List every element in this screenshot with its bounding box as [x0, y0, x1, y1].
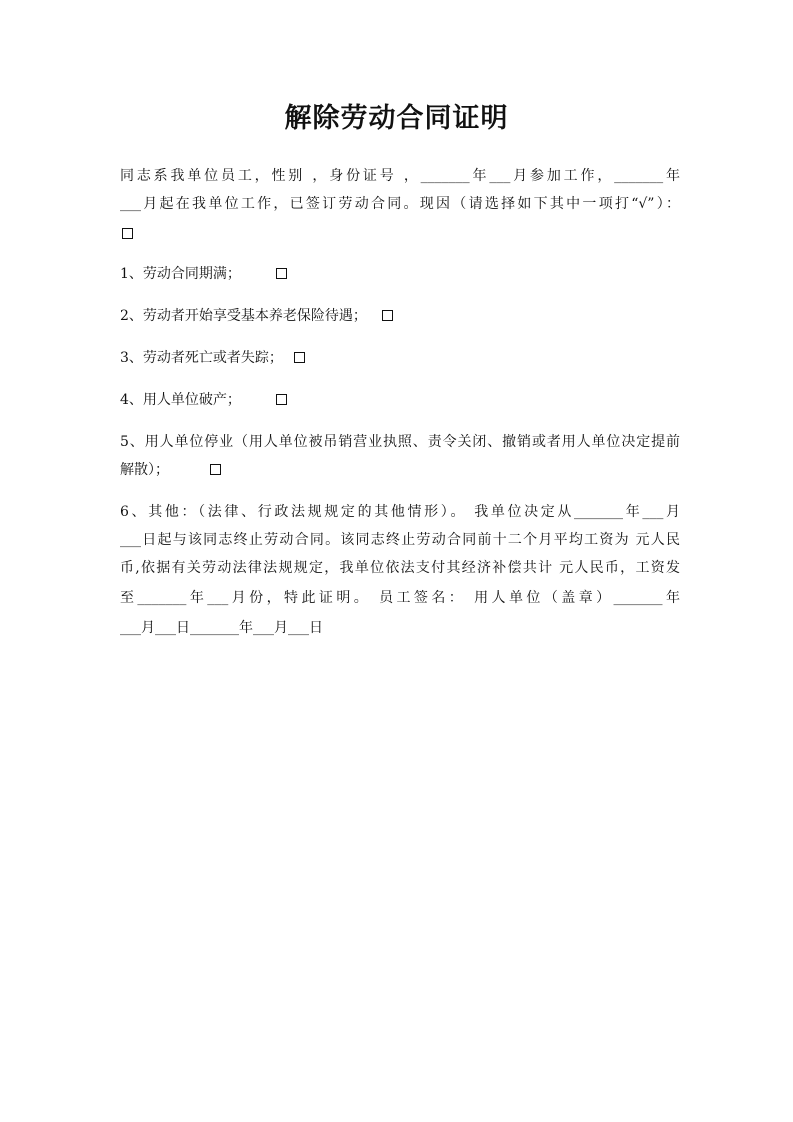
option-item-5-line-2 — [120, 460, 680, 480]
option-checkbox-5[interactable] — [210, 464, 221, 475]
option-checkbox-2[interactable] — [382, 310, 393, 321]
option-label-1: 1、劳动合同期满； — [120, 266, 241, 282]
other-line-2: ___日起与该同志终止劳动合同。该同志终止劳动合同前十二个月平均工资为 元人民 — [120, 532, 680, 548]
other-line-4: 至_______年___月份，特此证明。 员工签名： 用人单位（盖章）_______年 — [120, 590, 680, 606]
intro-line-1: 同志系我单位员工，性别 ，身份证号 ，_______年___月参加工作，_______年 — [120, 168, 680, 184]
other-line-1: 6、其他：（法律、行政法规规定的其他情形）。 我单位决定从_______年___月 — [120, 504, 680, 520]
option-label-4: 4、用人单位破产； — [120, 392, 241, 408]
option-item-4 — [120, 390, 680, 410]
option-checkbox-1[interactable] — [276, 268, 287, 279]
other-line-5: ___月___日_______年___月___日 — [120, 620, 323, 636]
option-item-2 — [120, 306, 680, 326]
intro-line-2: ___月起在我单位工作，已签订劳动合同。现因（请选择如下其中一项打“√”）： — [120, 196, 680, 212]
option-label-3: 3、劳动者死亡或者失踪； — [120, 350, 283, 366]
option-label-2: 2、劳动者开始享受基本养老保险待遇； — [120, 308, 367, 324]
option-checkbox-3[interactable] — [294, 352, 305, 363]
option-label-5: 解散）； — [120, 462, 169, 478]
option-checkbox-4[interactable] — [276, 394, 287, 405]
option-item-3 — [120, 348, 680, 368]
intro-checkbox[interactable] — [122, 228, 133, 239]
other-line-3: 币,依据有关劳动法律法规规定，我单位依法支付其经济补偿共计 元人民币，工资发 — [120, 560, 680, 576]
option-item-1 — [120, 264, 680, 284]
option-item-5-line-1: 5、用人单位停业（用人单位被吊销营业执照、责令关闭、撤销或者用人单位决定提前 — [120, 434, 680, 450]
page-title: 解除劳动合同证明 — [284, 103, 509, 134]
